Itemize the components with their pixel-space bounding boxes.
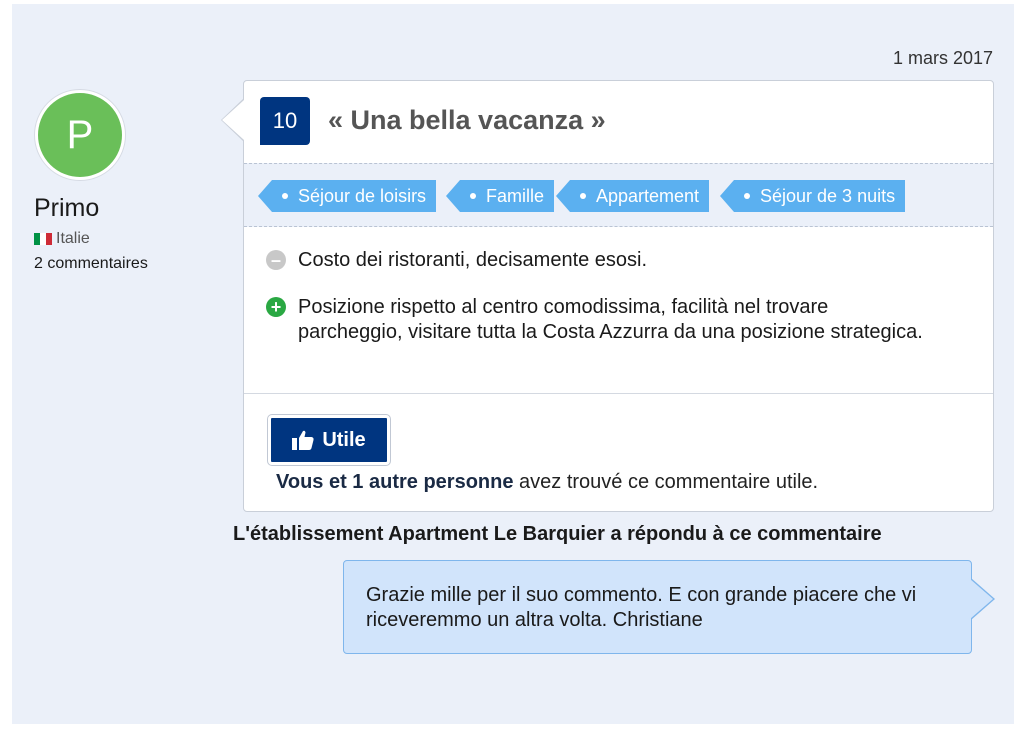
response-pointer [970,579,993,619]
avatar-initial: P [66,112,94,157]
review-positive-text: Posizione rispetto al centro comodissima, facilità nel trovare parcheggio, visitare tutta la Costa Azzurra da una posizione strategica. [298,296,923,343]
tag-item [570,180,709,212]
tag-dot-icon [744,193,750,199]
helpful-button-label: Utile [322,428,366,451]
tag-label: Appartement [596,185,700,206]
avatar [35,90,125,180]
review-date: 1 mars 2017 [892,48,993,68]
thumbs-up-icon [292,430,314,450]
response-heading: L'établissement Apartment Le Barquier a répondu à ce commentaire [233,523,882,545]
reviewer-country [34,230,90,248]
review-title: « Una bella vacanza » [328,105,606,135]
reviewer-name: Primo [34,194,100,222]
review-positive [266,295,938,345]
plus-circle-icon: + [266,297,286,317]
review-negative-text: Costo dei ristoranti, decisamente esosi. [298,249,648,271]
review-card [243,80,994,512]
tag-label: Famille [486,185,545,206]
italy-flag-icon [34,233,52,245]
tag-dot-icon [282,193,288,199]
card-divider [244,393,993,394]
tag-dot-icon [580,193,586,199]
helpful-count-bold: Vous et 1 autre personne [276,471,514,493]
reviewer-review-count: 2 commentaires [34,255,148,272]
helpful-count-rest: avez trouvé ce commentaire utile. [513,471,819,493]
tag-item [272,180,436,212]
minus-circle-icon: – [266,250,286,270]
tag-dot-icon [470,193,476,199]
tag-label: Séjour de 3 nuits [760,185,896,206]
response-text: Grazie mille per il suo commento. E con grande piacere che vi riceveremmo un altra volta. Christiane [366,584,917,631]
helpful-count-text [276,471,818,494]
review-tags [244,163,993,227]
card-pointer [222,100,244,140]
reviewer-country-label: Italie [56,230,90,247]
score-badge: 10 [260,97,310,145]
helpful-button[interactable] [268,415,390,465]
tag-label: Séjour de loisirs [298,185,427,206]
tag-item [460,180,554,212]
response-bubble [343,560,972,654]
tag-item [734,180,905,212]
review-negative [266,248,938,273]
